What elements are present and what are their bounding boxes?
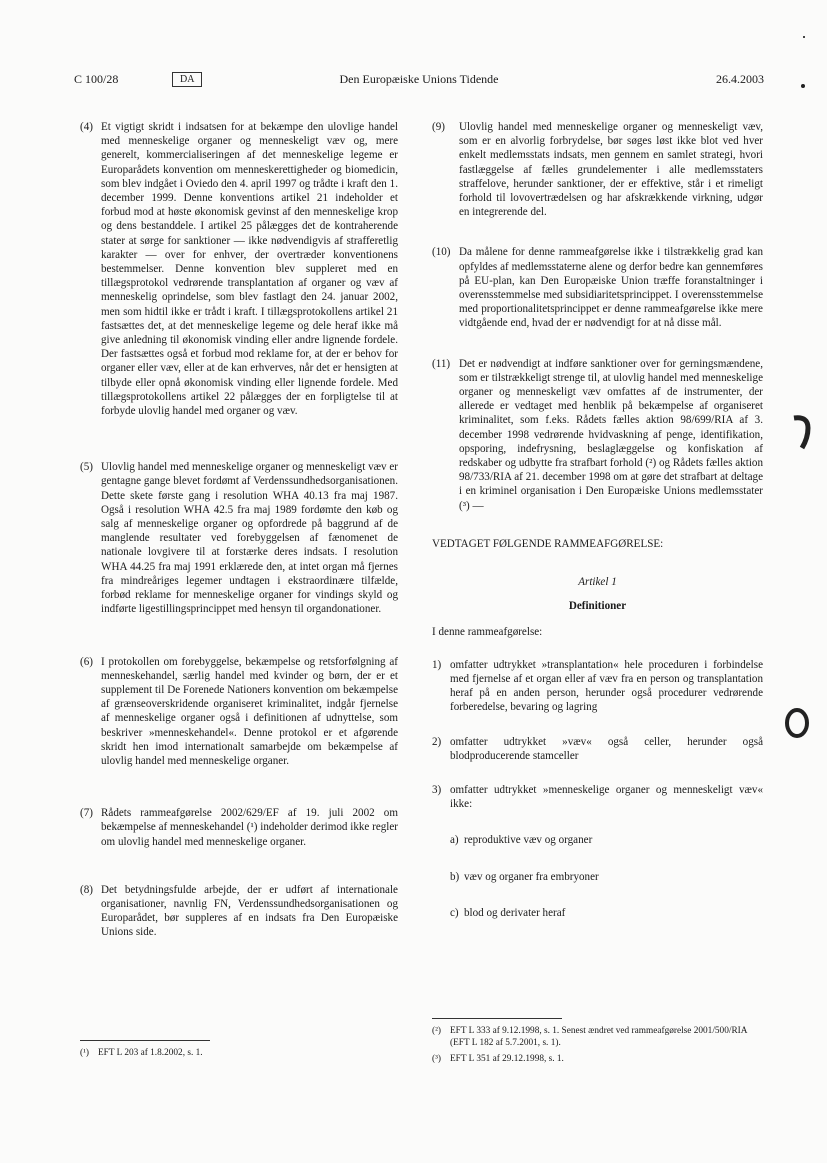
definition-item-1: 1) omfatter udtrykket »transplantation« hele proceduren i forbindelse med fjernelse af et organ eller af væv fra en person og transplantation heraf på en anden person, herunder også procedurer vedrørende forberedelse, bevaring og lagring (432, 658, 763, 714)
definition-item-2: 2) omfatter udtrykket »væv« også celler, herunder også blodproducerende stamceller (432, 735, 763, 762)
language-badge: DA (172, 72, 202, 87)
right-column (432, 120, 763, 920)
article-label: Artikel 1 (578, 576, 617, 589)
left-column (80, 120, 398, 940)
footnotes-left (80, 1040, 398, 1059)
footnote-2: (²) EFT L 333 af 9.12.1998, s. 1. Senest ændret ved rammeafgørelse 2001/500/RIA (EFT L 182 af 5.7.2001, s. 1). (432, 1026, 747, 1048)
footnote-divider (80, 1040, 210, 1041)
publication-date: 26.4.2003 (716, 72, 764, 86)
recital-10: (10) Da målene for denne rammeafgørelse ikke i tilstrækkelig grad kan opfyldes af medlemsstaterne alene og derfor bedre kan gennemføres på EU-plan, kan Den Europæiske Union træffe foranstaltninger i overensstemmelse med subsidiaritetsprincippet. I overensstemmelse med proportionalitetsprincippet er denne rammeafgørelse ikke mere vidtgående end, hvad der er nødvendigt for at nå disse mål. (432, 246, 763, 330)
adoption-statement: VEDTAGET FØLGENDE RAMMEAFGØRELSE: (432, 537, 664, 550)
footnote-divider (432, 1018, 562, 1019)
definition-item-3: 3) omfatter udtrykket »menneskelige organer og menneskeligt væv« ikke: (432, 783, 763, 811)
exclusion-item-c: c) blod og derivater heraf (450, 906, 566, 919)
journal-title: Den Europæiske Unions Tidende (339, 72, 499, 86)
journal-reference: C 100/28 (74, 72, 119, 86)
exclusion-item-a: a) reproduktive væv og organer (450, 834, 593, 847)
footnote-1: (¹) EFT L 203 af 1.8.2002, s. 1. (80, 1048, 203, 1058)
page-header (74, 72, 764, 90)
recital-9: (9) Ulovlig handel med menneskelige organer og menneskeligt væv, som er en alvorlig forbrydelse, bør søges løst ikke blot ved hver enkelt medlemsstats indsats, men gennem en samlet strategi, hvori fastlæggelse af fælles grundelementer i alle medlemsstaters straffelove, herunder sanktioner, der er effektive, står i et rimeligt forhold til lovovertrædelsen og har afskrækkende virkning, udgør en integrerende del. (432, 121, 763, 219)
footnote-3: (³) EFT L 351 af 29.12.1998, s. 1. (432, 1054, 564, 1064)
footnotes-right (432, 1018, 763, 1065)
scan-dot-icon (803, 36, 805, 38)
recital-5: (5) Ulovlig handel med menneskelige organer og menneskeligt væv er gentagne gange blevet fordømt af Verdenssundhedsorganisationen. Dette skete første gang i resolution WHA 40.13 fra maj 1987. Også i resolution WHA 42.5 fra maj 1989 fordømte den køb og salg af menneskelige organer og opfordrede på baggrund af de manglende resultater ved forebyggelsen af fænomenet de nationale lovgivere til at forstærke deres indsats. I resolution WHA 44.25 fra maj 1991 erklærede den, at intet organ må fjernes fra mindreåriges legemer undtagen i ekstraordinære tilfælde, forbød reklame for menneskelige organer for vindings skyld og indførte ligestillingsprincippet med hensyn til organdonationer. (80, 461, 398, 616)
article-intro: I denne rammeafgørelse: (432, 626, 543, 639)
exclusion-item-b: b) væv og organer fra embryoner (450, 870, 599, 883)
recital-6: (6) I protokollen om forebyggelse, bekæmpelse og retsforfølgning af menneskehandel, særlig handel med kvinder og børn, der er et supplement til De Forenede Nationers konvention om bekæmpelse af grænseoverskridende organiseret kriminalitet, indgår fjernelse af menneskelige organer også i definitionen af udnyttelse, som beskriver »menneskehandel«. Denne protokol er et afgørende skridt hen imod internationalt samarbejde om bekæmpelse af ulovlig handel med menneskelige organer. (80, 655, 398, 767)
recital-7: (7) Rådets rammeafgørelse 2002/629/EF af 19. juli 2002 om bekæmpelse af menneskehandel (¹) indeholder derimod ikke regler om ulovlig handel med menneskelige organer. (80, 807, 398, 848)
binder-hole-mark-icon (790, 412, 814, 452)
recital-4: (4) Et vigtigt skridt i indsatsen for at bekæmpe den ulovlige handel med menneskelige organer og menneskeligt væv og, mere generelt, kommercialiseringen af det menneskelige legeme er Europarådets konvention om menneskerettigheder og biomedicin, som blev indgået i Oviedo den 4. april 1997 og trådte i kraft den 1. december 1999. Denne konventions artikel 21 indeholder et forbud mod at høste økonomisk gevinst af den menneskelige krop og dens bestanddele. I artikel 25 pålægges det de kontraherende stater at sørge for sanktioner — ikke nødvendigvis af strafferetlig karakter — over for enhver, der overtræder konventionens bestemmelser. Denne konvention blev suppleret med en tillægsprotokol vedrørende transplantation af organer og væv af menneskelig oprindelse, som blev fastlagt den 24. januar 2002, men som hidtil ikke er trådt i kraft. I tillægsprotokollens artikel 21 fastsættes det, at det menneskelige legeme og dele heraf ikke må give anledning til økonomisk vinding eller andre lignende fordele. Der fastsættes også et forbud mod reklame for, at der er behov for organer eller væv, eller at de kan erhverves, når det er hensigten at tilbyde eller opnå økonomisk vinding eller lignende fordele. Med tillægsprotokollens artikel 22 pålægges der en forpligtelse til at forbyde ulovlig handel med organer og væv. (80, 121, 398, 418)
scan-dot-icon (801, 84, 805, 88)
recital-11: (11) Det er nødvendigt at indføre sanktioner over for gerningsmændene, som er tilstrækkeligt strenge til, at ulovlig handel med menneskelige organer og menneskeligt væv omfattes af de instrumenter, der allerede er vedtaget med henblik på bekæmpelse af organiseret kriminalitet, som f.eks. Rådets fælles aktion 98/699/RIA af 3. december 1998 vedrørende hvidvaskning af penge, identifikation, opsporing, indefrysning, beslaglæggelse og konfiskation af redskaber og udbytte fra strafbart forhold (²) og Rådets fælles aktion 98/733/RIA af 21. december 1998 om at gøre det strafbart at deltage i en kriminel organisation i Den Europæiske Unions medlemsstater (³) — (432, 357, 763, 512)
article-title: Definitioner (568, 600, 627, 613)
binder-hole-ring-icon (782, 706, 812, 740)
recital-8: (8) Det betydningsfulde arbejde, der er udført af internationale organisationer, navnlig FN, Verdenssundhedsorganisationen og Europarådet, bør suppleres af en indsats fra Den Europæiske Unions side. (80, 883, 398, 939)
